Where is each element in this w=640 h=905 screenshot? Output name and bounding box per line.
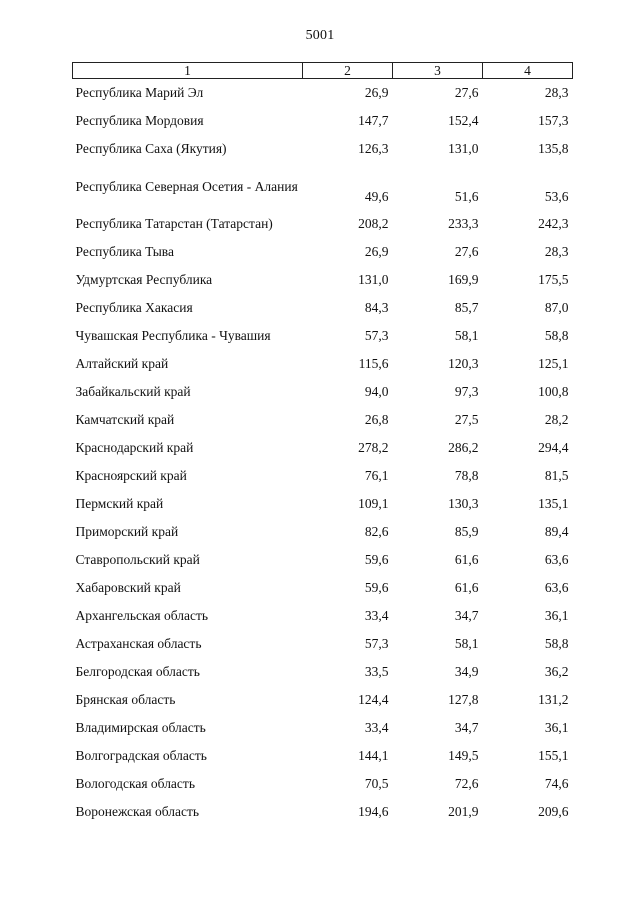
value-cell-col2: 124,4 <box>358 692 389 707</box>
value-cell-col3: 34,9 <box>454 664 479 679</box>
table-row <box>73 163 573 210</box>
value-cell-col4: 294,4 <box>538 440 569 455</box>
value-cell-col2: 109,1 <box>358 496 389 511</box>
value-cell-col3: 120,3 <box>448 356 479 371</box>
table-row <box>73 79 573 108</box>
value-cell-col4: 157,3 <box>538 113 569 128</box>
value-cell-col2: 131,0 <box>358 272 389 287</box>
value-cell-col2: 57,3 <box>364 328 389 343</box>
value-cell-col2: 59,6 <box>364 580 389 595</box>
region-name-cell: Камчатский край <box>75 412 175 427</box>
value-cell-col2: 115,6 <box>358 356 389 371</box>
value-cell-col4: 74,6 <box>544 776 569 791</box>
value-cell-col3: 78,8 <box>454 468 479 483</box>
value-cell-col4: 63,6 <box>544 552 569 567</box>
table-body <box>73 79 573 827</box>
value-cell-col3: 72,6 <box>454 776 479 791</box>
region-name-cell: Владимирская область <box>75 720 206 735</box>
table-row <box>73 714 573 742</box>
table-row <box>73 434 573 462</box>
value-cell-col4: 100,8 <box>538 384 569 399</box>
value-cell-col4: 36,1 <box>544 608 569 623</box>
region-name-cell: Пермский край <box>75 496 164 511</box>
table-row <box>73 266 573 294</box>
value-cell-col4: 81,5 <box>544 468 569 483</box>
region-name-cell: Красноярский край <box>75 468 187 483</box>
value-cell-col4: 242,3 <box>538 216 569 231</box>
table-row <box>73 135 573 163</box>
region-name-cell: Волгоградская область <box>75 748 207 763</box>
value-cell-col3: 233,3 <box>448 216 479 231</box>
column-header-4: 4 <box>483 63 573 79</box>
region-name-cell: Чувашская Республика - Чувашия <box>75 328 271 343</box>
header-row <box>73 63 573 79</box>
value-cell-col3: 34,7 <box>454 608 479 623</box>
table-row <box>73 490 573 518</box>
region-name-cell: Удмуртская Республика <box>75 272 213 287</box>
value-cell-col2: 26,9 <box>364 85 389 100</box>
value-cell-col2: 147,7 <box>358 113 389 128</box>
value-cell-col2: 82,6 <box>364 524 389 539</box>
value-cell-col4: 209,6 <box>538 804 569 819</box>
value-cell-col2: 57,3 <box>364 636 389 651</box>
region-name-cell: Забайкальский край <box>75 384 191 399</box>
region-name-cell: Республика Марий Эл <box>75 85 204 100</box>
value-cell-col3: 58,1 <box>454 636 479 651</box>
value-cell-col4: 36,1 <box>544 720 569 735</box>
region-name-cell: Белгородская область <box>75 664 200 679</box>
value-cell-col3: 149,5 <box>448 748 479 763</box>
table-row <box>73 462 573 490</box>
value-cell-col2: 76,1 <box>364 468 389 483</box>
value-cell-col2: 94,0 <box>364 384 389 399</box>
region-name-cell: Вологодская область <box>75 776 195 791</box>
region-name-cell: Архангельская область <box>75 608 209 623</box>
value-cell-col3: 27,6 <box>454 85 479 100</box>
value-cell-col4: 155,1 <box>538 748 569 763</box>
value-cell-col2: 26,9 <box>364 244 389 259</box>
value-cell-col3: 130,3 <box>448 496 479 511</box>
column-header-1: 1 <box>73 63 303 79</box>
value-cell-col3: 286,2 <box>448 440 479 455</box>
table-row <box>73 518 573 546</box>
region-name-cell: Брянская область <box>75 692 176 707</box>
value-cell-col3: 169,9 <box>448 272 479 287</box>
table-row <box>73 210 573 238</box>
region-name-cell: Республика Татарстан (Татарстан) <box>75 216 273 231</box>
value-cell-col3: 58,1 <box>454 328 479 343</box>
value-cell-col3: 201,9 <box>448 804 479 819</box>
table-row <box>73 322 573 350</box>
value-cell-col4: 63,6 <box>544 580 569 595</box>
region-name-cell: Республика Тыва <box>75 244 174 259</box>
value-cell-col2: 194,6 <box>358 804 389 819</box>
table-row <box>73 406 573 434</box>
column-header-2: 2 <box>303 63 393 79</box>
value-cell-col3: 85,9 <box>454 524 479 539</box>
table-row <box>73 770 573 798</box>
value-cell-col3: 61,6 <box>454 552 479 567</box>
value-cell-col4: 125,1 <box>538 356 569 371</box>
region-name-cell: Республика Хакасия <box>75 300 193 315</box>
value-cell-col2: 49,6 <box>364 189 389 204</box>
region-name-cell: Приморский край <box>75 524 179 539</box>
value-cell-col4: 58,8 <box>544 636 569 651</box>
value-cell-col4: 28,3 <box>544 244 569 259</box>
value-cell-col3: 27,6 <box>454 244 479 259</box>
value-cell-col4: 175,5 <box>538 272 569 287</box>
data-table <box>72 62 573 826</box>
value-cell-col2: 33,4 <box>364 720 389 735</box>
region-name-cell: Республика Саха (Якутия) <box>75 141 227 156</box>
page-number: 5001 <box>305 28 335 43</box>
table-row <box>73 686 573 714</box>
value-cell-col2: 70,5 <box>364 776 389 791</box>
value-cell-col4: 28,2 <box>544 412 569 427</box>
region-name-cell: Алтайский край <box>75 356 169 371</box>
value-cell-col2: 278,2 <box>358 440 389 455</box>
value-cell-col4: 58,8 <box>544 328 569 343</box>
value-cell-col3: 51,6 <box>454 189 479 204</box>
value-cell-col4: 135,1 <box>538 496 569 511</box>
value-cell-col2: 33,5 <box>364 664 389 679</box>
value-cell-col4: 131,2 <box>538 692 569 707</box>
value-cell-col3: 127,8 <box>448 692 479 707</box>
table-row <box>73 238 573 266</box>
table-row <box>73 602 573 630</box>
value-cell-col2: 33,4 <box>364 608 389 623</box>
value-cell-col2: 84,3 <box>364 300 389 315</box>
value-cell-col4: 135,8 <box>538 141 569 156</box>
region-name-cell: Воронежская область <box>75 804 200 819</box>
region-name-cell: Астраханская область <box>75 636 202 651</box>
value-cell-col3: 131,0 <box>448 141 479 156</box>
value-cell-col4: 28,3 <box>544 85 569 100</box>
table-row <box>73 350 573 378</box>
value-cell-col2: 59,6 <box>364 552 389 567</box>
table-row <box>73 630 573 658</box>
region-name-cell: Ставропольский край <box>75 552 200 567</box>
region-name-cell: Краснодарский край <box>75 440 194 455</box>
region-name-cell: Хабаровский край <box>75 580 181 595</box>
region-name-cell: Республика Мордовия <box>75 113 204 128</box>
table-row <box>73 546 573 574</box>
table-row <box>73 798 573 826</box>
table-row <box>73 378 573 406</box>
value-cell-col3: 97,3 <box>454 384 479 399</box>
table-row <box>73 574 573 602</box>
value-cell-col2: 208,2 <box>358 216 389 231</box>
value-cell-col2: 26,8 <box>364 412 389 427</box>
region-name-cell: Республика Северная Осетия - Алания <box>75 178 298 194</box>
value-cell-col3: 34,7 <box>454 720 479 735</box>
table-row <box>73 294 573 322</box>
table-row <box>73 742 573 770</box>
value-cell-col4: 53,6 <box>544 189 569 204</box>
value-cell-col4: 36,2 <box>544 664 569 679</box>
value-cell-col3: 27,5 <box>454 412 479 427</box>
table-row <box>73 658 573 686</box>
value-cell-col3: 152,4 <box>448 113 479 128</box>
column-header-3: 3 <box>393 63 483 79</box>
table-row <box>73 107 573 135</box>
table-header <box>73 63 573 79</box>
value-cell-col3: 85,7 <box>454 300 479 315</box>
value-cell-col2: 144,1 <box>358 748 389 763</box>
value-cell-col2: 126,3 <box>358 141 389 156</box>
value-cell-col4: 87,0 <box>544 300 569 315</box>
value-cell-col3: 61,6 <box>454 580 479 595</box>
value-cell-col4: 89,4 <box>544 524 569 539</box>
